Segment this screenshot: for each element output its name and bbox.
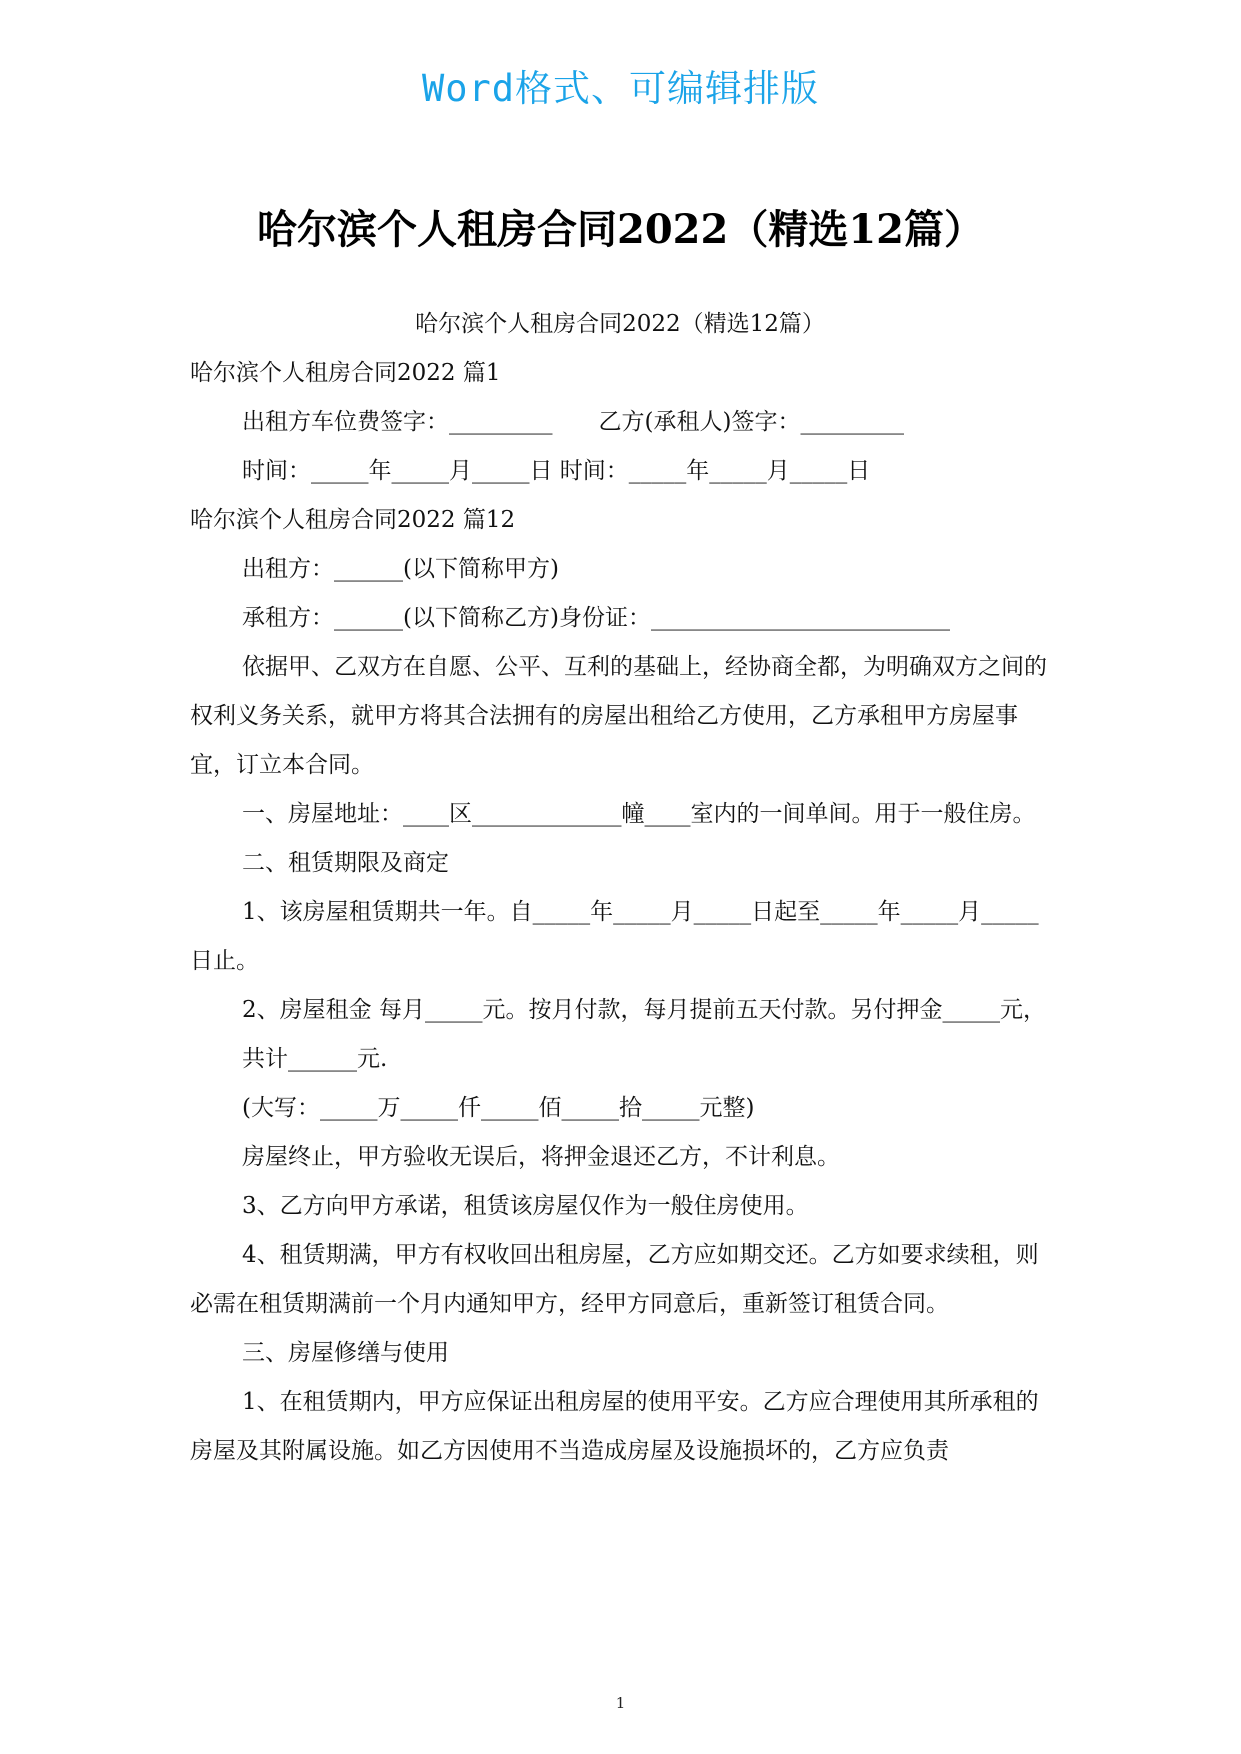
clause-renewal: 4、租赁期满，甲方有权收回出租房屋，乙方应如期交还。乙方如要求续租，则必需在租赁期满前一个月内通知甲方，经甲方同意后，重新签订租赁合同。: [190, 1242, 1039, 1317]
header-banner: Word格式、可编辑排版: [421, 67, 820, 110]
lessor-line: 出租方：______(以下简称甲方): [242, 556, 559, 582]
signature-line: 出租方车位费签字：_________ 乙方(承租人)签字：_________: [242, 409, 904, 435]
clause-deposit-return: 房屋终止，甲方验收无误后，将押金退还乙方，不计利息。: [242, 1144, 840, 1170]
lessee-line: 承租方：______(以下简称乙方)身份证：__________________________: [242, 605, 950, 631]
document-title: 哈尔滨个人租房合同2022（精选12篇）: [257, 206, 984, 253]
clause-repair-1: 1、在租赁期内，甲方应保证出租房屋的使用平安。乙方应合理使用其所承租的房屋及其附属设施。如乙方因使用不当造成房屋及设施损坏的，乙方应负责: [190, 1389, 1039, 1464]
clause-rent: 2、房屋租金 每月_____元。按月付款，每月提前五天付款。另付押金_____元，: [242, 997, 1046, 1023]
date-line: 时间：_____年_____月_____日 时间：_____年_____月_____日: [242, 458, 871, 484]
section-heading-12: 哈尔滨个人租房合同2022 篇12: [190, 507, 516, 533]
clause-heading-repair: 三、房屋修缮与使用: [242, 1340, 449, 1366]
section-heading-1: 哈尔滨个人租房合同2022 篇1: [190, 360, 501, 386]
clause-heading-term: 二、租赁期限及商定: [242, 850, 449, 876]
page-number: 1: [615, 1694, 626, 1712]
clause-address: 一、房屋地址：____区_____________幢____室内的一间单间。用于一般住房。: [242, 801, 1036, 827]
clause-total: 共计______元.: [242, 1046, 388, 1072]
clause-term-period: 1、该房屋租赁期共一年。自_____年_____月_____日起至_____年_____月_____日止。: [190, 899, 1039, 974]
subtitle-line: 哈尔滨个人租房合同2022（精选12篇）: [415, 311, 825, 337]
clause-total-capital: (大写：_____万_____仟_____佰_____拾_____元整): [242, 1095, 755, 1121]
preamble-paragraph: 依据甲、乙双方在自愿、公平、互利的基础上，经协商全都，为明确双方之间的权利义务关系，就甲方将其合法拥有的房屋出租给乙方使用，乙方承租甲方房屋事宜，订立本合同。: [190, 654, 1047, 778]
document-body: [190, 300, 1050, 1476]
clause-usage: 3、乙方向甲方承诺，租赁该房屋仅作为一般住房使用。: [242, 1193, 809, 1219]
